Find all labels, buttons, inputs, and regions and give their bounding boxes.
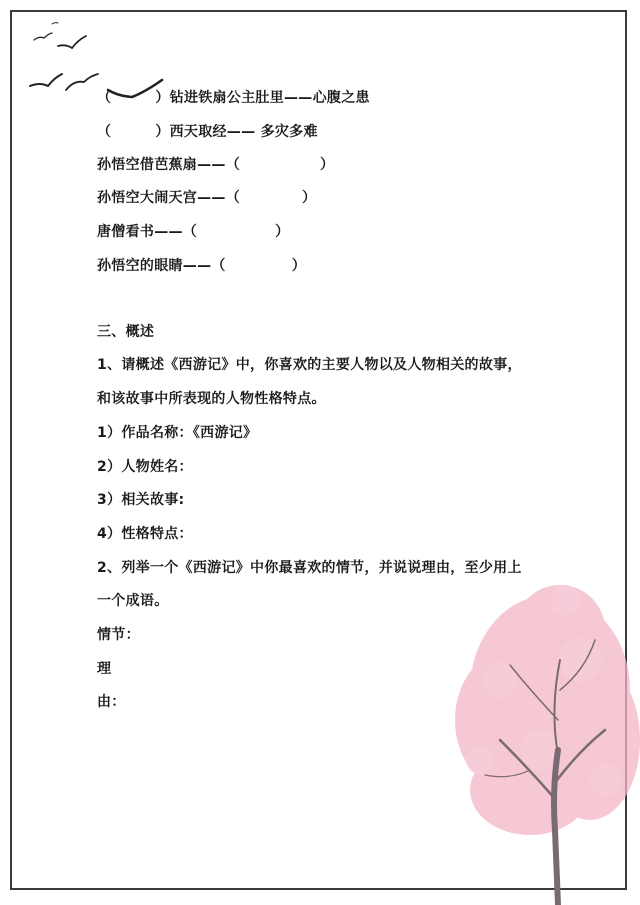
blossom-tree-icon bbox=[440, 570, 640, 905]
question-1-line-2: 和该故事中所表现的人物性格特点。 bbox=[97, 391, 326, 407]
reason-label-part-1: 理 bbox=[97, 661, 112, 677]
item-character-name: 2）人物姓名： bbox=[97, 459, 193, 475]
fill-line-6: 孙悟空的眼睛——（ ） bbox=[97, 258, 307, 274]
question-1-line-1: 1、请概述《西游记》中，你喜欢的主要人物以及人物相关的故事， bbox=[97, 357, 522, 373]
reason-label-part-2: 由： bbox=[97, 694, 126, 710]
question-2-line-2: 一个成语。 bbox=[97, 593, 169, 609]
fill-line-2: （ ）西天取经—— 多灾多难 bbox=[97, 124, 318, 140]
fill-line-1: （ ）钻进铁扇公主肚里——心腹之患 bbox=[97, 90, 370, 106]
question-2-line-1: 2、列举一个《西游记》中你最喜欢的情节，并说说理由，至少用上 bbox=[97, 560, 522, 576]
plot-label: 情节： bbox=[97, 627, 140, 643]
item-related-story: 3）相关故事: bbox=[97, 492, 185, 508]
fill-line-5: 唐僧看书——（ ） bbox=[97, 224, 290, 240]
item-personality: 4）性格特点： bbox=[97, 526, 193, 542]
fill-line-4: 孙悟空大闹天宫——（ ） bbox=[97, 190, 317, 206]
fill-line-3: 孙悟空借芭蕉扇——（ ） bbox=[97, 157, 335, 173]
section-heading: 三、概述 bbox=[97, 324, 155, 340]
item-work-title: 1）作品名称：《西游记》 bbox=[97, 425, 258, 441]
